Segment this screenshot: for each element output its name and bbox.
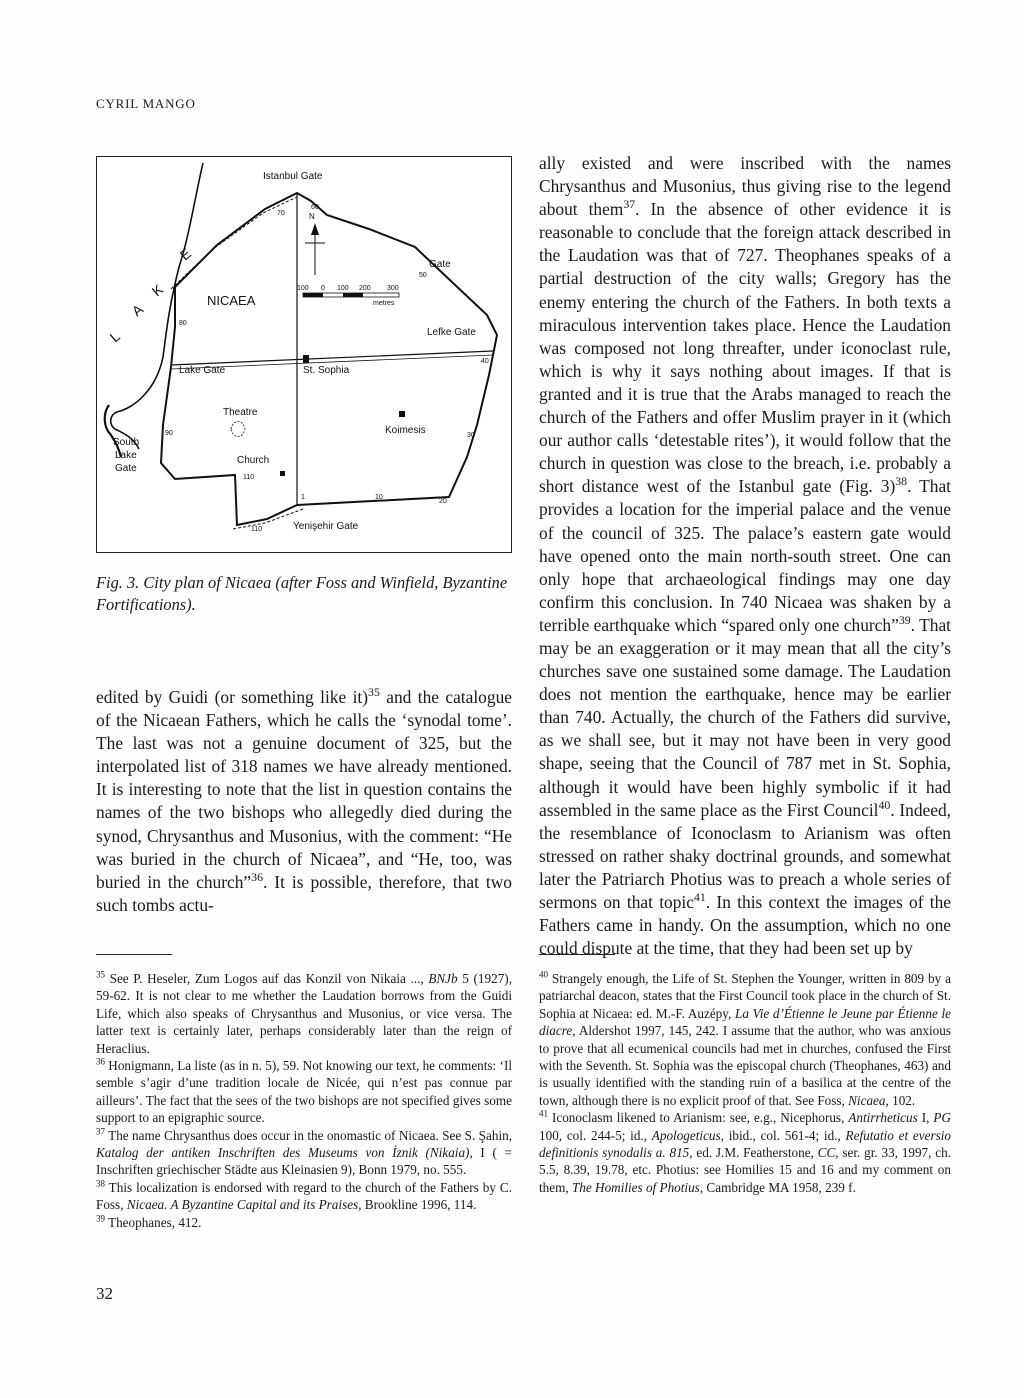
tower-40: 40	[481, 358, 489, 365]
footnote-text-italic: Nicaea. A Byzantine Capital and its Praises	[126, 1197, 359, 1213]
running-head: CYRIL MANGO	[96, 96, 196, 111]
body-text-segment: edited by Guidi (or something like it)	[96, 687, 369, 707]
footnote-text: , Brookline 1996, 114.	[358, 1197, 477, 1213]
footnote-text-italic: PG	[933, 1110, 951, 1126]
tower-20: 20	[439, 498, 447, 505]
label-south-lake-gate-1: South	[113, 437, 140, 448]
footnote-36	[96, 1057, 512, 1127]
tower-50: 50	[419, 272, 427, 279]
tower-90: 90	[165, 430, 173, 437]
footnote-37	[96, 1127, 512, 1179]
footnote-number: 38	[96, 1178, 105, 1189]
label-istanbul-gate: Istanbul Gate	[263, 171, 323, 182]
footnote-number: 36	[96, 1056, 105, 1067]
st-sophia-marker	[303, 355, 309, 363]
footnote-41	[539, 1109, 951, 1196]
scale-unit: metres	[373, 300, 395, 307]
footnote-text: Strangely enough, the Life of St. Stephen the Younger, written in 809 by a patriarchal deacon, states that the First Council took place in the church of St. Sophia at Nicaea: ed. M.-F. Auzépy,	[539, 971, 951, 1021]
footnote-ref-38[interactable]: 38	[895, 474, 908, 489]
body-text-segment: . That may be an exaggeration or it may mean that all the city’s churches save one sustained some damage. The Laudation does not mention the earthquake, hence may be earlier than 740. Actually, the church of the Fathers did survive, as we shall see, but it may not have been in very good shape, seeing that the Council of 787 met in St. Sophia, although it would have been highly symbolic if it had assembled in the same place as the First Council	[539, 614, 952, 820]
footnote-text: This localization is endorsed with regard to the church of the Fathers by C. Foss,	[96, 1179, 512, 1213]
tower-110-b: 110	[251, 526, 263, 533]
footnote-text: See P. Heseler, Zum Logos auf das Konzil von Nikaia ...,	[104, 971, 429, 986]
footnote-number: 39	[96, 1213, 105, 1224]
footnotes-left	[96, 970, 512, 1231]
footnote-text-italic: BNJb	[428, 971, 458, 986]
label-st-sophia: St. Sophia	[303, 365, 350, 376]
lake-letter-l: L	[106, 328, 123, 346]
church-marker	[280, 471, 285, 476]
koimesis-marker	[399, 411, 405, 417]
label-south-lake-gate-2: Lake	[115, 450, 137, 461]
body-text-segment: . Indeed, the resemblance of Iconoclasm to Arianism was often stressed on rather shaky doctrinal grounds, and somewhat later the Patriarch Photius was to preach a whole series of sermons on that topic	[539, 799, 952, 912]
body-text-segment: ally existed and were inscribed with the names Chrysanthus and Musonius, thus giving rise to the legend about them	[539, 153, 951, 220]
north-arrow-icon	[311, 223, 319, 235]
footnote-ref-41[interactable]: 41	[693, 890, 706, 905]
footnote-number: 35	[96, 969, 105, 980]
label-yenisehir-gate: Yenişehir Gate	[293, 521, 359, 532]
footnote-number: 37	[96, 1126, 105, 1137]
tower-110-a: 110	[243, 474, 255, 481]
label-nicaea: NICAEA	[207, 293, 256, 308]
footnote-text: , Cambridge MA 1958, 239 f.	[699, 1179, 856, 1195]
footnote-text-italic: Nicaea	[848, 1092, 886, 1108]
north-label: N	[309, 212, 315, 221]
footnote-ref-37[interactable]: 37	[623, 197, 636, 212]
scale-tick-1: 100	[297, 285, 309, 292]
label-south-lake-gate-3: Gate	[115, 463, 137, 474]
label-gate: Gate	[429, 259, 451, 270]
city-plan-figure	[96, 156, 512, 553]
footnote-text: , Aldershot 1997, 145, 242. I assume that the author, who was anxious to prove that all ecumenical councils had met in churches, confused the First with the Seventh. St. Sophia was the episcopal church (Theophanes, 463) and is usually identified with the standing ruin of a basilica at the centre of the town, although there is no explicit proof of that. See Foss,	[539, 1023, 951, 1108]
footnote-ref-36[interactable]: 36	[251, 869, 263, 884]
footnote-ref-40[interactable]: 40	[878, 797, 891, 812]
footnote-text: , 102.	[885, 1092, 916, 1108]
footnote-text: , ibid., col. 561-4; id.,	[720, 1127, 846, 1143]
footnote-rule-left	[96, 954, 172, 955]
footnote-text: Theophanes, 412.	[104, 1214, 202, 1230]
label-koimesis: Koimesis	[385, 425, 426, 436]
lake-letter-e: E	[176, 245, 195, 264]
footnote-text: The name Chrysanthus does occur in the onomastic of Nicaea. See S. Şahin,	[104, 1127, 512, 1143]
footnote-text-italic: CC	[817, 1145, 836, 1161]
footnote-text-italic: Refutatio et eversio definitionis synodalis a. 815	[539, 1127, 951, 1161]
lake-shoreline	[111, 163, 203, 449]
scale-tick-3: 100	[337, 285, 349, 292]
footnote-text: 5 (1927), 59-62. It is not clear to me whether the Laudation borrows from the Guidi Life, which also speaks of Chrysanthus and Musonius, or vice versa. The latter text is certainly later, perhaps considerably later than the reign of Heraclius.	[96, 971, 512, 1056]
footnote-ref-35[interactable]: 35	[368, 685, 380, 700]
scale-tick-2: 0	[321, 285, 325, 292]
body-text-segment: and the catalogue of the Nicaean Fathers, which he calls the ‘synodal tome’. The last was not a genuine document of 325, but the interpolated list of 318 names we have already mentioned. It is interesting to note that the list in question contains the names of the two bishops who allegedly died during the synod, Chrysanthus and Musonius, with the comment: “He was buried in the church of Nicaea”, and “He, too, was buried in the church”	[96, 687, 512, 892]
east-west-street	[171, 351, 493, 365]
footnote-text-italic: The Homilies of Photius	[571, 1179, 700, 1195]
tower-70: 70	[277, 210, 285, 217]
footnote-39	[96, 1214, 512, 1231]
footnote-text: , ed. J.M. Featherstone,	[689, 1145, 818, 1161]
footnote-text: Iconoclasm likened to Arianism: see, e.g., Nicephorus,	[547, 1110, 849, 1126]
footnote-text: 100, col. 244-5; id.,	[539, 1127, 652, 1143]
nicaea-map	[97, 157, 511, 552]
city-wall	[161, 193, 497, 525]
label-church: Church	[237, 455, 270, 466]
label-lefke-gate: Lefke Gate	[427, 327, 476, 338]
footnote-text: I,	[917, 1110, 934, 1126]
footnote-rule-right	[539, 954, 615, 955]
tower-1: 1	[301, 494, 305, 501]
footnote-text-italic: Katalog der antiken Inschriften des Museums von İznik (Nikaia)	[96, 1145, 470, 1161]
figure-caption-prefix: Fig. 3.	[96, 573, 140, 592]
label-lake-gate: Lake Gate	[179, 365, 226, 376]
scale-tick-4: 200	[359, 285, 371, 292]
body-text-segment: . In the absence of other evidence it is reasonable to conclude that the foreign attack described in the Laudation was that of 727. Theophanes speaks of a partial destruction of the city walls; Gregory has the enemy entering the church of the Fathers. In both texts a miraculous intervention takes place. Hence the Laudation was composed not long threafter, under iconoclast rule, which is why it says nothing about images. If that is granted and it is true that the Arabs managed to reach the church of the Fathers and offer Muslim prayer in it (which our author calls ‘detestable rites’), it would follow that the church in question was close to the breach, i.e. probably a short distance west of the Istanbul gate (Fig. 3)	[539, 199, 951, 497]
footnote-text-italic: La Vie d’Étienne le Jeune par Étienne le diacre	[539, 1005, 951, 1039]
figure-caption-text: City plan of Nicaea (after Foss and Winfield, Byzantine Fortifications).	[96, 573, 508, 614]
footnote-ref-39[interactable]: 39	[898, 613, 911, 628]
footnotes-right	[539, 970, 951, 1196]
footnote-number: 40	[539, 969, 548, 980]
theatre-outline	[231, 422, 245, 437]
body-text-segment: . That provides a location for the imperial palace and the venue of the council of 325. The palace’s eastern gate would have opened onto the main north-south street. One can only hope that archaeological findings may one day confirm this conclusion. In 740 Nicaea was shaken by a terrible earthquake which “spared only one church”	[539, 476, 952, 635]
footnote-text: , I ( = Inschriften griechischer Städte aus Kleinasien 9), Bonn 1979, no. 555.	[96, 1145, 512, 1178]
label-theatre: Theatre	[223, 407, 258, 418]
scale-tick-5: 300	[387, 285, 399, 292]
footnote-35	[96, 970, 512, 1057]
body-text-segment: . It is possible, therefore, that two such tombs actu-	[96, 871, 512, 915]
lake-letter-a: A	[128, 301, 147, 320]
lake-letter-k: K	[148, 281, 167, 300]
body-text-left	[96, 686, 512, 917]
body-text-right	[539, 152, 951, 960]
body-text-segment: . In this context the images of the Fathers came in handy. On the assumption, which no one could dispute at the time, that they had been set up by	[539, 892, 951, 959]
footnote-text: , ser. gr. 33, 1997, ch. 5.5, 8.39, 19.78, etc. Photius: see Homilies 15 and 16 and my comment on them,	[539, 1145, 951, 1195]
footnote-text-italic: Antirrheticus	[848, 1110, 918, 1126]
footnote-number: 41	[539, 1108, 548, 1119]
footnote-40	[539, 970, 951, 1109]
figure-caption	[96, 572, 512, 616]
tower-10: 10	[375, 494, 383, 501]
tower-30: 30	[467, 432, 475, 439]
footnote-text-italic: Apologeticus	[651, 1127, 721, 1143]
footnote-text: Honigmann, La liste (as in n. 5), 59. Not knowing our text, he comments: ‘Il semble s’agir d’une tradition locale de Nicée, qui n’est pas connue par ailleurs’. The fact that the sees of the two bishops are not specified gives some support to an epigraphic source.	[96, 1058, 512, 1126]
footnote-38	[96, 1179, 512, 1214]
page-number: 32	[96, 1284, 113, 1303]
tower-60: 60	[311, 204, 319, 211]
tower-80: 80	[179, 320, 187, 327]
